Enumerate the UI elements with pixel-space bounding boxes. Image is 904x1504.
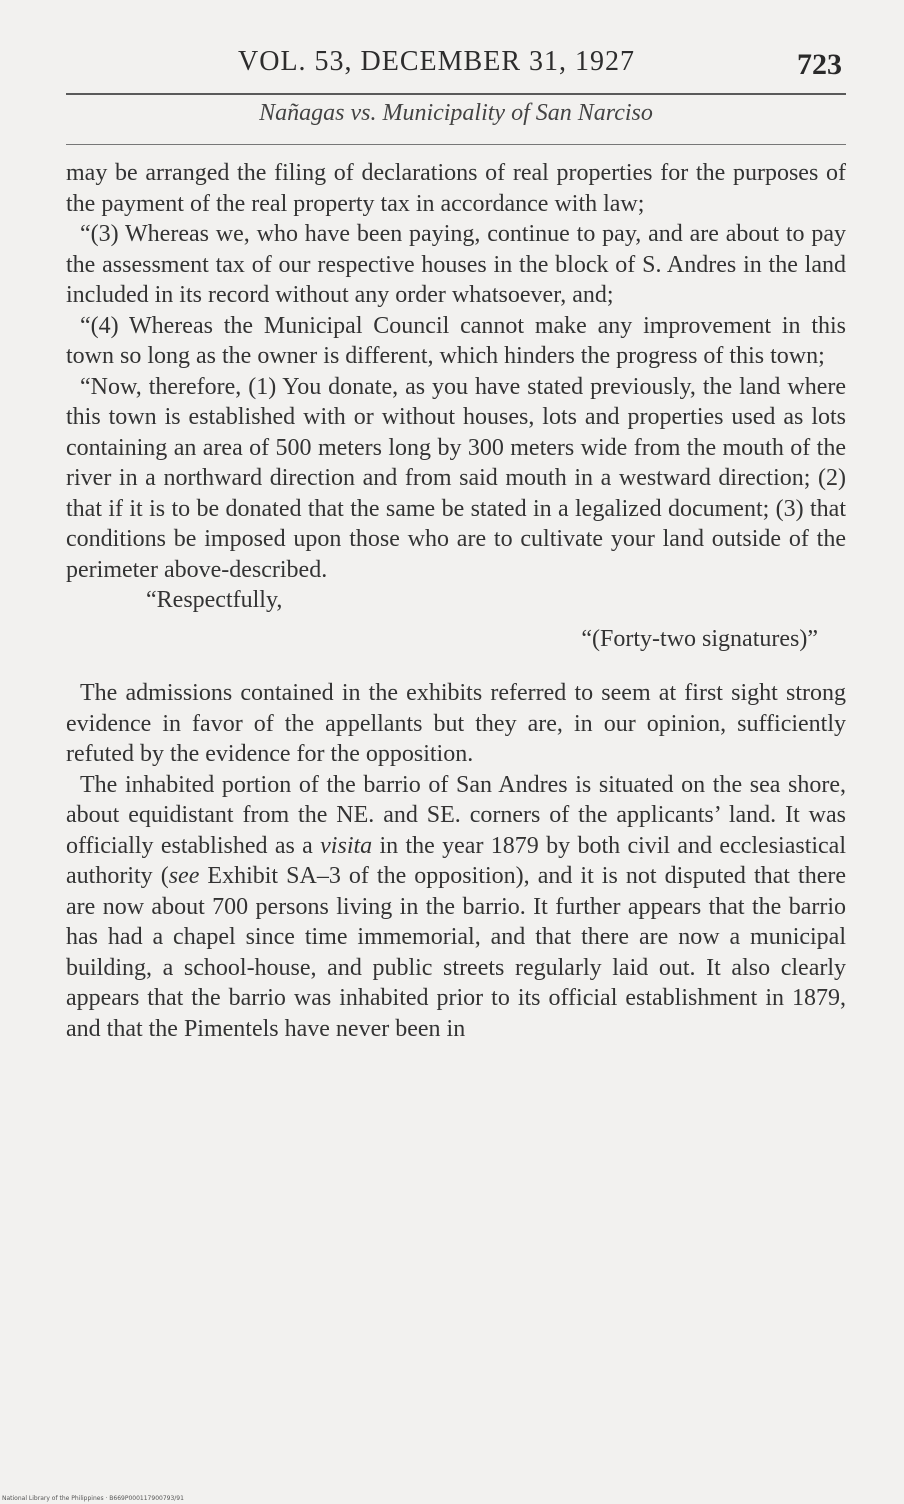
italic-see: see: [168, 863, 200, 889]
paragraph-continuation: may be arranged the filing of declarations of real properties for the purposes of the payment of the real property tax in accordance with law;: [66, 160, 846, 217]
text-segment: The inhabited portion of the barrio of San Andres is situated on the sea shore, about equidistant from the NE. and SE. corners of the applicants’ land. It was officially established as a: [66, 771, 846, 859]
italic-visita: visita: [320, 832, 373, 859]
scan-footer-note: National Library of the Philippines · B669P000117900793/91: [2, 1495, 184, 1502]
text-segment: Exhibit SA–3 of the opposition), and it is not disputed that there are now about 700 persons living in the barrio. It further appears that the barrio has had a chapel since time immemorial, and that there are now a municipal building, a school-house, and public streets regularly laid out. It also clearly appears that the barrio was inhabited prior to its official establishment in 1879, and that the Pimentels have never been in: [66, 863, 847, 1042]
paragraph-now-therefore: “Now, therefore, (1) You donate, as you have stated previously, the land where this town is established with or without houses, lots and properties used as lots containing an area of 500 meters long by 300 meters wide from the mouth of the river in a northward direction and from said mouth in a westward direction; (2) that if it is to be donated that the same be stated in a legalized document; (3) that conditions be imposed upon those who are to cultivate your land outside of the perimeter above-described.: [66, 373, 846, 583]
page-number: 723: [797, 48, 842, 81]
closing-respectfully: “Respectfully,: [146, 587, 283, 613]
subtitle-rule: [66, 144, 846, 145]
paragraph-inhabited-portion: [66, 770, 846, 1045]
signatures-line: “(Forty-two signatures)”: [581, 625, 818, 652]
volume-date-line: VOL. 53, DECEMBER 31, 1927: [238, 46, 635, 77]
body-text: [66, 158, 846, 1044]
page-header: [60, 44, 852, 88]
paragraph-whereas-4: “(4) Whereas the Municipal Council cannot make any improvement in this town so long as the owner is different, which hinders the progress of this town;: [66, 312, 846, 369]
paragraph-admissions: The admissions contained in the exhibits referred to seem at first sight strong evidence in favor of the appellants but they are, in our opinion, sufficiently refuted by the evidence for the opposition.: [66, 680, 846, 767]
text-segment: in the year 1879 by both civil and ecclesiastical authority (: [66, 832, 847, 889]
paragraph-whereas-3: “(3) Whereas we, who have been paying, continue to pay, and are about to pay the assessment tax of our respective houses in the block of S. Andres in the land included in its record without any order whatsoever, and;: [66, 221, 846, 308]
running-title: Nañagas vs. Municipality of San Narciso: [259, 100, 653, 126]
header-rule: [66, 93, 846, 95]
